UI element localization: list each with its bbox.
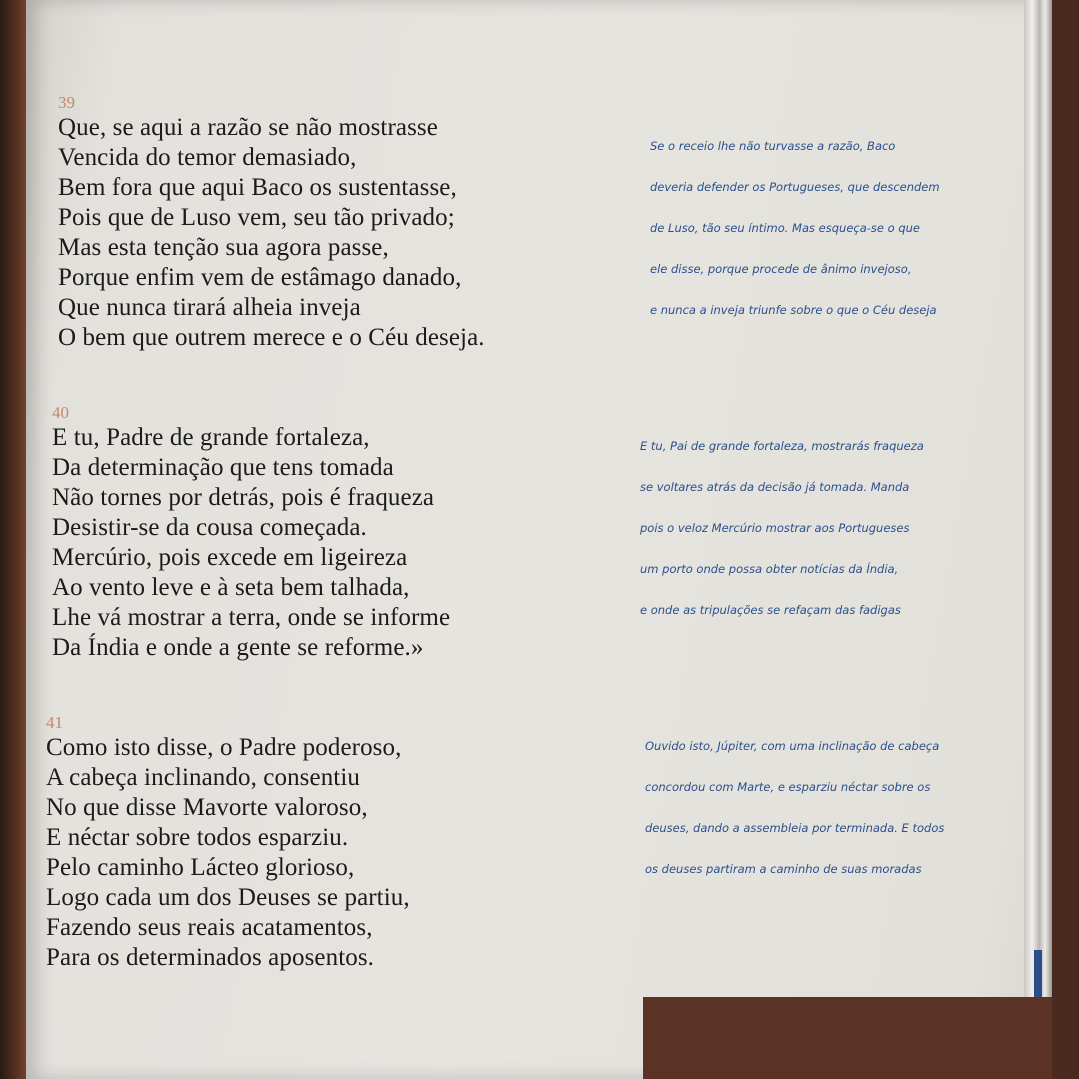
verse-line: Vencida do temor demasiado, <box>58 144 357 171</box>
verse-line: Como isto disse, o Padre poderoso, <box>46 734 402 761</box>
note-line: Ouvido isto, Júpiter, com uma inclinação de cabeça <box>645 739 940 753</box>
stanza-40 <box>52 404 450 663</box>
note-line: E tu, Pai de grande fortaleza, mostrarás fraqueza <box>640 439 924 453</box>
verse-line: Não tornes por detrás, pois é fraqueza <box>52 484 435 511</box>
stanza-number: 40 <box>52 403 69 422</box>
note-line: concordou com Marte, e esparziu néctar sobre os <box>645 780 931 794</box>
note-line: um porto onde possa obter notícias da Índia, <box>640 562 899 576</box>
note-line: os deuses partiram a caminho de suas moradas <box>645 862 922 876</box>
note-line: se voltares atrás da decisão já tomada. Manda <box>640 480 910 494</box>
verse-line: Da Índia e onde a gente se reforme.» <box>52 634 424 661</box>
verse-line: Mas esta tenção sua agora passe, <box>58 234 389 261</box>
note-line: Se o receio lhe não turvasse a razão, Baco <box>650 139 896 153</box>
stanza-number: 39 <box>58 93 75 112</box>
note-line: de Luso, tão seu íntimo. Mas esqueça-se o que <box>650 221 921 235</box>
stanza-41 <box>46 714 410 973</box>
verse-line: O bem que outrem merece e o Céu deseja. <box>58 324 485 351</box>
note-line: pois o veloz Mercúrio mostrar aos Portugueses <box>640 521 910 535</box>
verse-line: Que, se aqui a razão se não mostrasse <box>58 114 438 141</box>
note-line: e onde as tripulações se refaçam das fadigas <box>640 603 901 617</box>
verse-line: Pois que de Luso vem, seu tão privado; <box>58 204 455 231</box>
note-line: ele disse, porque procede de ânimo invejoso, <box>650 262 912 276</box>
note-line: deveria defender os Portugueses, que descendem <box>650 180 940 194</box>
handwritten-note-39 <box>650 134 940 339</box>
note-line: e nunca a inveja triunfe sobre o que o Céu deseja <box>650 303 937 317</box>
verse-line: Para os determinados aposentos. <box>46 944 375 971</box>
note-line: deuses, dando a assembleia por terminada. E todos <box>645 821 945 835</box>
verse-line: E néctar sobre todos esparziu. <box>46 824 349 851</box>
verse-line: Ao vento leve e à seta bem talhada, <box>52 574 410 601</box>
verse-line: Bem fora que aqui Baco os sustentasse, <box>58 174 457 201</box>
page-stack-edge <box>1024 0 1052 1079</box>
verse-line: Porque enfim vem de estâmago danado, <box>58 264 462 291</box>
verse-line: Pelo caminho Lácteo glorioso, <box>46 854 355 881</box>
verse-line: Mercúrio, pois excede em ligeireza <box>52 544 408 571</box>
verse-line: Fazendo seus reais acatamentos, <box>46 914 373 941</box>
verse-line: Logo cada um dos Deuses se partiu, <box>46 884 410 911</box>
verse-line: E tu, Padre de grande fortaleza, <box>52 424 370 451</box>
verse-line: Que nunca tirará alheia inveja <box>58 294 361 321</box>
handwritten-note-41 <box>645 734 944 898</box>
verse-line: A cabeça inclinando, consentiu <box>46 764 360 791</box>
verse-line: Da determinação que tens tomada <box>52 454 394 481</box>
facing-page-corner <box>643 997 1052 1079</box>
stanza-39 <box>58 94 485 353</box>
verse-line: Desistir-se da cousa começada. <box>52 514 367 541</box>
verse-line: Lhe vá mostrar a terra, onde se informe <box>52 604 451 631</box>
verse-line: No que disse Mavorte valoroso, <box>46 794 368 821</box>
stanza-number: 41 <box>46 713 63 732</box>
handwritten-note-40 <box>640 434 924 639</box>
